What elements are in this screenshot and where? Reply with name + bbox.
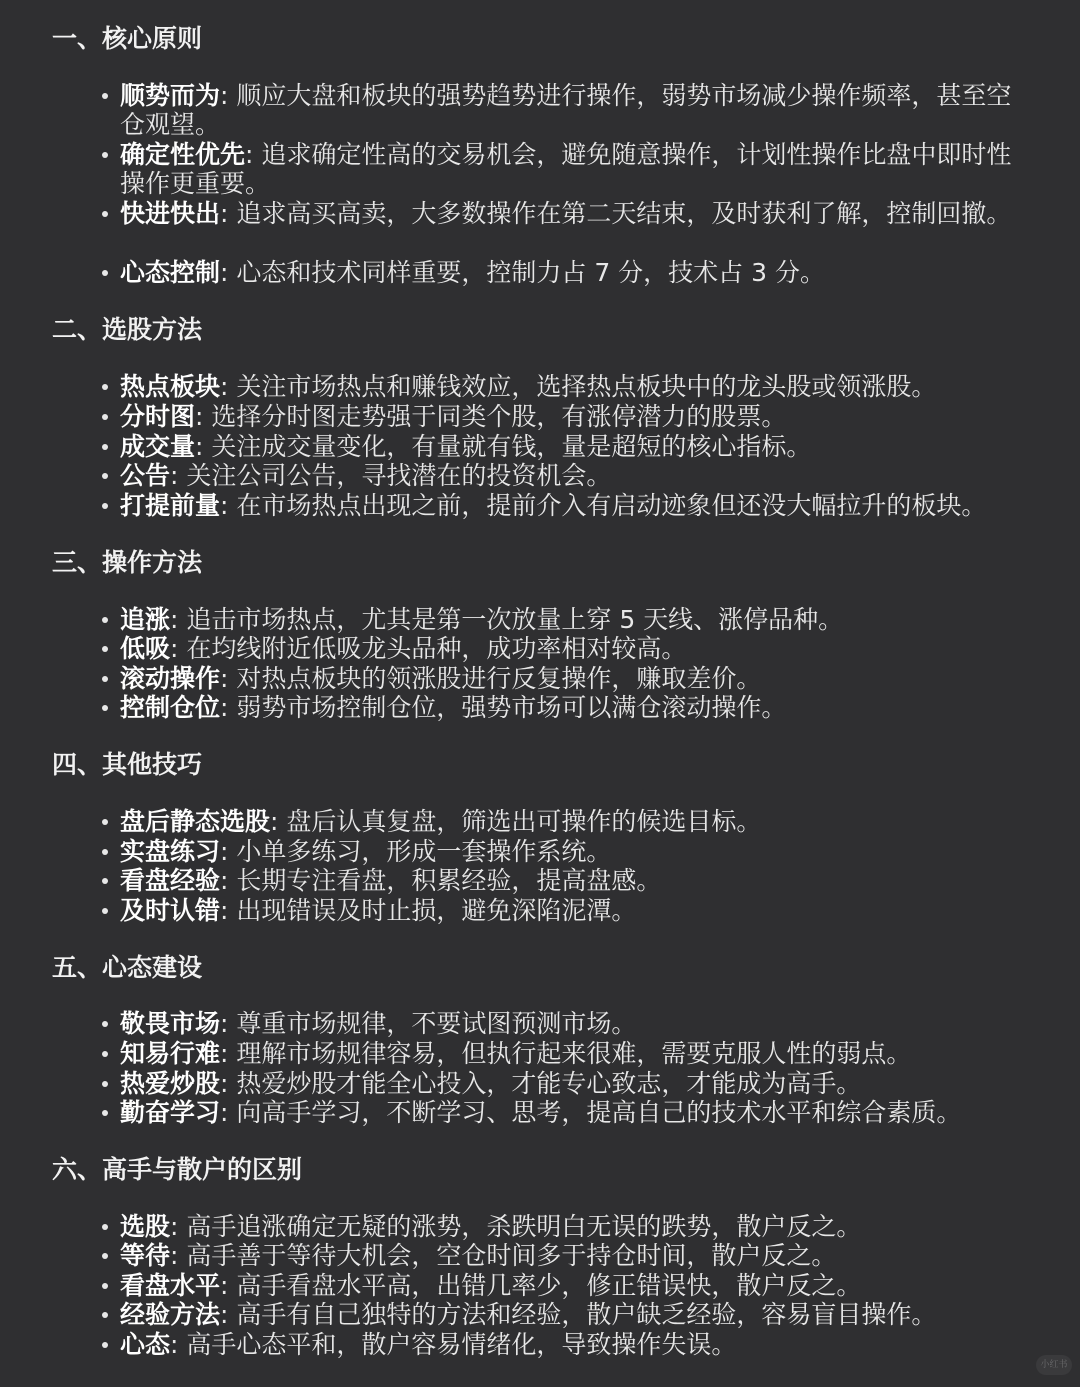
list-item bbox=[120, 402, 1020, 431]
item-desc: : 尊重市场规律，不要试图预测市场。 bbox=[220, 1009, 637, 1038]
item-term: 知易行难 bbox=[120, 1039, 221, 1068]
list-item bbox=[120, 866, 1020, 895]
item-desc: : 出现错误及时止损，避免深陷泥潭。 bbox=[220, 896, 637, 925]
item-desc: : 关注市场热点和赚钱效应，选择热点板块中的龙头股或领涨股。 bbox=[220, 372, 937, 401]
section-heading: 一、核心原则 bbox=[52, 24, 203, 53]
list-item bbox=[120, 432, 1020, 461]
list-item bbox=[120, 693, 1020, 722]
list-item bbox=[120, 1300, 1020, 1329]
item-desc: : 小单多练习，形成一套操作系统。 bbox=[220, 837, 612, 866]
item-term: 分时图 bbox=[120, 402, 196, 431]
item-desc: : 高手有自己独特的方法和经验，散户缺乏经验，容易盲目操作。 bbox=[220, 1300, 937, 1329]
item-term: 看盘经验 bbox=[120, 866, 221, 895]
item-desc: : 追击市场热点，尤其是第一次放量上穿 5 天线、涨停品种。 bbox=[170, 605, 844, 634]
item-desc: : 热爱炒股才能全心投入，才能专心致志，才能成为高手。 bbox=[220, 1069, 862, 1098]
item-term: 快进快出 bbox=[120, 199, 221, 228]
item-desc: : 关注公司公告，寻找潜在的投资机会。 bbox=[170, 461, 612, 490]
list-item bbox=[120, 634, 1020, 663]
item-term: 敬畏市场 bbox=[120, 1009, 221, 1038]
list-item bbox=[120, 461, 1020, 490]
list-item bbox=[120, 1330, 1020, 1359]
item-term: 顺势而为 bbox=[120, 81, 221, 110]
section-heading: 三、操作方法 bbox=[52, 548, 203, 577]
list-item bbox=[120, 807, 1020, 836]
list-item bbox=[120, 1069, 1020, 1098]
section-heading: 五、心态建设 bbox=[52, 953, 203, 982]
item-term: 确定性优先 bbox=[120, 140, 246, 169]
item-term: 勤奋学习 bbox=[120, 1098, 221, 1127]
item-term: 等待 bbox=[120, 1241, 171, 1270]
item-desc: : 关注成交量变化，有量就有钱，量是超短的核心指标。 bbox=[195, 432, 812, 461]
list-item bbox=[120, 837, 1020, 866]
list-item bbox=[120, 1271, 1020, 1300]
item-desc: : 弱势市场控制仓位，强势市场可以满仓滚动操作。 bbox=[220, 693, 787, 722]
item-desc: : 高手看盘水平高，出错几率少，修正错误快，散户反之。 bbox=[220, 1271, 862, 1300]
item-desc: : 长期专注看盘，积累经验，提高盘感。 bbox=[220, 866, 662, 895]
item-term: 选股 bbox=[120, 1212, 171, 1241]
item-term: 热点板块 bbox=[120, 372, 221, 401]
item-term: 及时认错 bbox=[120, 896, 221, 925]
list-item bbox=[120, 1009, 1020, 1038]
item-term: 经验方法 bbox=[120, 1300, 221, 1329]
item-term: 实盘练习 bbox=[120, 837, 221, 866]
item-desc: : 高手心态平和，散户容易情绪化，导致操作失误。 bbox=[170, 1330, 737, 1359]
list-item bbox=[120, 605, 1020, 634]
item-term: 公告 bbox=[120, 461, 171, 490]
item-term: 追涨 bbox=[120, 605, 171, 634]
item-term: 控制仓位 bbox=[120, 693, 221, 722]
section-heading: 四、其他技巧 bbox=[52, 750, 203, 779]
item-term: 心态 bbox=[120, 1330, 171, 1359]
list-item bbox=[120, 81, 1020, 139]
list-item bbox=[120, 1212, 1020, 1241]
section-heading: 六、高手与散户的区别 bbox=[52, 1155, 303, 1184]
list-item bbox=[120, 258, 1020, 287]
list-item bbox=[120, 1098, 1020, 1127]
item-desc: : 高手追涨确定无疑的涨势，杀跌明白无误的跌势，散户反之。 bbox=[170, 1212, 862, 1241]
item-term: 低吸 bbox=[120, 634, 171, 663]
item-desc: : 追求高买高卖，大多数操作在第二天结束，及时获利了解，控制回撤。 bbox=[220, 199, 1012, 228]
watermark-logo: 小红书 bbox=[1036, 1355, 1072, 1375]
list-item bbox=[120, 896, 1020, 925]
item-term: 盘后静态选股 bbox=[120, 807, 271, 836]
item-term: 打提前量 bbox=[120, 491, 221, 520]
list-item bbox=[120, 491, 1020, 520]
item-desc: : 高手善于等待大机会，空仓时间多于持仓时间，散户反之。 bbox=[170, 1241, 837, 1270]
section-heading: 二、选股方法 bbox=[52, 315, 203, 344]
item-term: 看盘水平 bbox=[120, 1271, 221, 1300]
item-desc: : 在均线附近低吸龙头品种，成功率相对较高。 bbox=[170, 634, 687, 663]
item-desc: : 理解市场规律容易，但执行起来很难，需要克服人性的弱点。 bbox=[220, 1039, 912, 1068]
list-item bbox=[120, 372, 1020, 401]
item-desc: : 向高手学习，不断学习、思考，提高自己的技术水平和综合素质。 bbox=[220, 1098, 962, 1127]
list-item bbox=[120, 664, 1020, 693]
item-desc: : 心态和技术同样重要，控制力占 7 分，技术占 3 分。 bbox=[220, 258, 825, 287]
item-desc: : 选择分时图走势强于同类个股，有涨停潜力的股票。 bbox=[195, 402, 787, 431]
item-desc: : 在市场热点出现之前，提前介入有启动迹象但还没大幅拉升的板块。 bbox=[220, 491, 987, 520]
list-item bbox=[120, 199, 1020, 228]
item-desc: : 追求确定性高的交易机会，避免随意操作，计划性操作比盘中即时性操作更重要。 bbox=[120, 140, 1012, 198]
item-desc: : 盘后认真复盘，筛选出可操作的候选目标。 bbox=[270, 807, 762, 836]
list-item bbox=[120, 1039, 1020, 1068]
item-term: 滚动操作 bbox=[120, 664, 221, 693]
item-desc: : 顺应大盘和板块的强势趋势进行操作，弱势市场减少操作频率，甚至空仓观望。 bbox=[120, 81, 1012, 139]
item-term: 心态控制 bbox=[120, 258, 221, 287]
item-term: 热爱炒股 bbox=[120, 1069, 221, 1098]
item-desc: : 对热点板块的领涨股进行反复操作，赚取差价。 bbox=[220, 664, 762, 693]
list-item bbox=[120, 140, 1020, 198]
item-term: 成交量 bbox=[120, 432, 196, 461]
list-item bbox=[120, 1241, 1020, 1270]
